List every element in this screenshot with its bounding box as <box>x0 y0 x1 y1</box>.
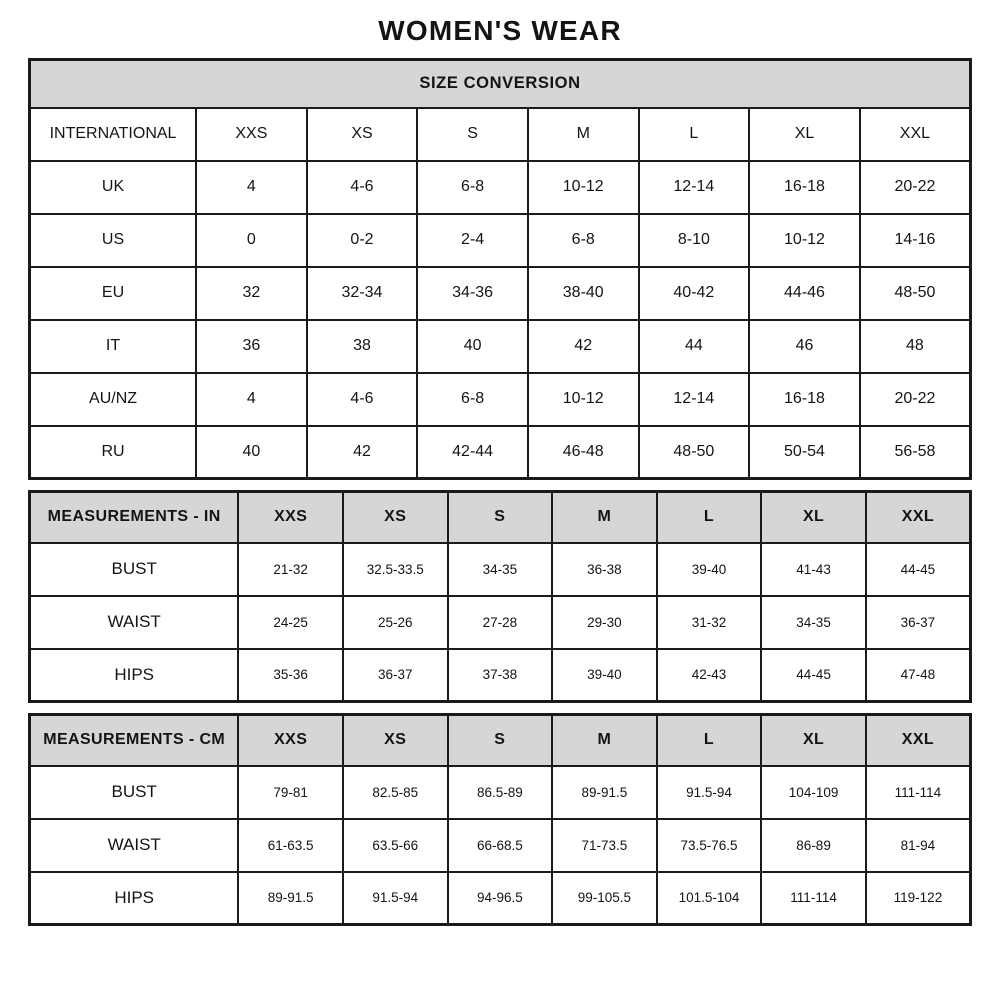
value-cell: 10-12 <box>528 373 639 426</box>
value-cell: 40 <box>417 320 528 373</box>
size-column-header: L <box>657 715 762 766</box>
size-column-header: XXL <box>860 108 971 161</box>
value-cell: 86-89 <box>761 819 866 872</box>
value-cell: 37-38 <box>448 649 553 702</box>
table-banner-row <box>30 60 971 108</box>
table-row <box>30 649 971 702</box>
size-column-header: XS <box>343 715 448 766</box>
table-row <box>30 161 971 214</box>
value-cell: 8-10 <box>639 214 750 267</box>
row-label: BUST <box>30 543 239 596</box>
value-cell: 111-114 <box>866 766 971 819</box>
size-column-header: XS <box>307 108 418 161</box>
value-cell: 42-43 <box>657 649 762 702</box>
value-cell: 34-35 <box>448 543 553 596</box>
value-cell: 39-40 <box>657 543 762 596</box>
measurements-cm-table <box>28 713 972 926</box>
value-cell: 10-12 <box>749 214 860 267</box>
value-cell: 35-36 <box>238 649 343 702</box>
value-cell: 12-14 <box>639 161 750 214</box>
size-column-header: XS <box>343 492 448 543</box>
value-cell: 16-18 <box>749 161 860 214</box>
row-label: RU <box>30 426 197 479</box>
size-column-header: M <box>528 108 639 161</box>
size-column-header: S <box>417 108 528 161</box>
table-row <box>30 872 971 925</box>
value-cell: 119-122 <box>866 872 971 925</box>
value-cell: 42-44 <box>417 426 528 479</box>
value-cell: 0-2 <box>307 214 418 267</box>
row-label: IT <box>30 320 197 373</box>
size-column-header: XXS <box>238 715 343 766</box>
value-cell: 4 <box>196 161 307 214</box>
value-cell: 44-45 <box>761 649 866 702</box>
value-cell: 36 <box>196 320 307 373</box>
size-header-row <box>30 108 971 161</box>
corner-label: MEASUREMENTS - IN <box>30 492 239 543</box>
size-column-header: L <box>639 108 750 161</box>
value-cell: 31-32 <box>657 596 762 649</box>
value-cell: 48-50 <box>860 267 971 320</box>
value-cell: 44-46 <box>749 267 860 320</box>
value-cell: 104-109 <box>761 766 866 819</box>
value-cell: 42 <box>307 426 418 479</box>
value-cell: 4 <box>196 373 307 426</box>
row-label: WAIST <box>30 819 239 872</box>
value-cell: 44 <box>639 320 750 373</box>
table-row <box>30 320 971 373</box>
value-cell: 4-6 <box>307 161 418 214</box>
value-cell: 89-91.5 <box>238 872 343 925</box>
value-cell: 6-8 <box>417 161 528 214</box>
value-cell: 50-54 <box>749 426 860 479</box>
row-label: EU <box>30 267 197 320</box>
value-cell: 10-12 <box>528 161 639 214</box>
row-label: AU/NZ <box>30 373 197 426</box>
value-cell: 91.5-94 <box>657 766 762 819</box>
value-cell: 99-105.5 <box>552 872 657 925</box>
value-cell: 40-42 <box>639 267 750 320</box>
value-cell: 111-114 <box>761 872 866 925</box>
value-cell: 34-36 <box>417 267 528 320</box>
value-cell: 46-48 <box>528 426 639 479</box>
value-cell: 63.5-66 <box>343 819 448 872</box>
value-cell: 94-96.5 <box>448 872 553 925</box>
value-cell: 44-45 <box>866 543 971 596</box>
size-column-header: XXL <box>866 492 971 543</box>
value-cell: 39-40 <box>552 649 657 702</box>
value-cell: 40 <box>196 426 307 479</box>
row-label: UK <box>30 161 197 214</box>
value-cell: 24-25 <box>238 596 343 649</box>
value-cell: 32-34 <box>307 267 418 320</box>
table-row <box>30 267 971 320</box>
table-row <box>30 214 971 267</box>
size-column-header: XL <box>761 492 866 543</box>
corner-label: MEASUREMENTS - CM <box>30 715 239 766</box>
page-title: WOMEN'S WEAR <box>378 15 622 46</box>
value-cell: 29-30 <box>552 596 657 649</box>
size-column-header: S <box>448 715 553 766</box>
size-column-header: M <box>552 492 657 543</box>
value-cell: 73.5-76.5 <box>657 819 762 872</box>
value-cell: 48-50 <box>639 426 750 479</box>
value-cell: 20-22 <box>860 161 971 214</box>
size-column-header: XXS <box>238 492 343 543</box>
table-row <box>30 766 971 819</box>
size-column-header: L <box>657 492 762 543</box>
table-banner-title: SIZE CONVERSION <box>30 60 971 108</box>
value-cell: 47-48 <box>866 649 971 702</box>
value-cell: 48 <box>860 320 971 373</box>
row-label: BUST <box>30 766 239 819</box>
value-cell: 6-8 <box>528 214 639 267</box>
size-conversion-table <box>28 58 972 480</box>
value-cell: 89-91.5 <box>552 766 657 819</box>
value-cell: 32.5-33.5 <box>343 543 448 596</box>
size-column-header: XXL <box>866 715 971 766</box>
value-cell: 14-16 <box>860 214 971 267</box>
value-cell: 27-28 <box>448 596 553 649</box>
size-column-header: XXS <box>196 108 307 161</box>
value-cell: 56-58 <box>860 426 971 479</box>
value-cell: 86.5-89 <box>448 766 553 819</box>
value-cell: 21-32 <box>238 543 343 596</box>
value-cell: 42 <box>528 320 639 373</box>
value-cell: 34-35 <box>761 596 866 649</box>
value-cell: 16-18 <box>749 373 860 426</box>
value-cell: 12-14 <box>639 373 750 426</box>
row-label: HIPS <box>30 649 239 702</box>
value-cell: 38 <box>307 320 418 373</box>
row-label: US <box>30 214 197 267</box>
value-cell: 46 <box>749 320 860 373</box>
value-cell: 32 <box>196 267 307 320</box>
size-column-header: M <box>552 715 657 766</box>
row-label: HIPS <box>30 872 239 925</box>
value-cell: 41-43 <box>761 543 866 596</box>
value-cell: 2-4 <box>417 214 528 267</box>
corner-label: INTERNATIONAL <box>30 108 197 161</box>
table-row <box>30 819 971 872</box>
size-column-header: XL <box>761 715 866 766</box>
value-cell: 38-40 <box>528 267 639 320</box>
value-cell: 4-6 <box>307 373 418 426</box>
measurements-in-table <box>28 490 972 703</box>
value-cell: 101.5-104 <box>657 872 762 925</box>
value-cell: 79-81 <box>238 766 343 819</box>
value-cell: 66-68.5 <box>448 819 553 872</box>
table-row <box>30 543 971 596</box>
size-column-header: XL <box>749 108 860 161</box>
value-cell: 61-63.5 <box>238 819 343 872</box>
row-label: WAIST <box>30 596 239 649</box>
value-cell: 81-94 <box>866 819 971 872</box>
table-row <box>30 373 971 426</box>
value-cell: 25-26 <box>343 596 448 649</box>
value-cell: 36-38 <box>552 543 657 596</box>
value-cell: 36-37 <box>343 649 448 702</box>
size-header-row <box>30 492 971 543</box>
value-cell: 91.5-94 <box>343 872 448 925</box>
size-header-row <box>30 715 971 766</box>
value-cell: 36-37 <box>866 596 971 649</box>
value-cell: 82.5-85 <box>343 766 448 819</box>
value-cell: 71-73.5 <box>552 819 657 872</box>
value-cell: 0 <box>196 214 307 267</box>
table-row <box>30 596 971 649</box>
size-column-header: S <box>448 492 553 543</box>
table-row <box>30 426 971 479</box>
value-cell: 6-8 <box>417 373 528 426</box>
value-cell: 20-22 <box>860 373 971 426</box>
